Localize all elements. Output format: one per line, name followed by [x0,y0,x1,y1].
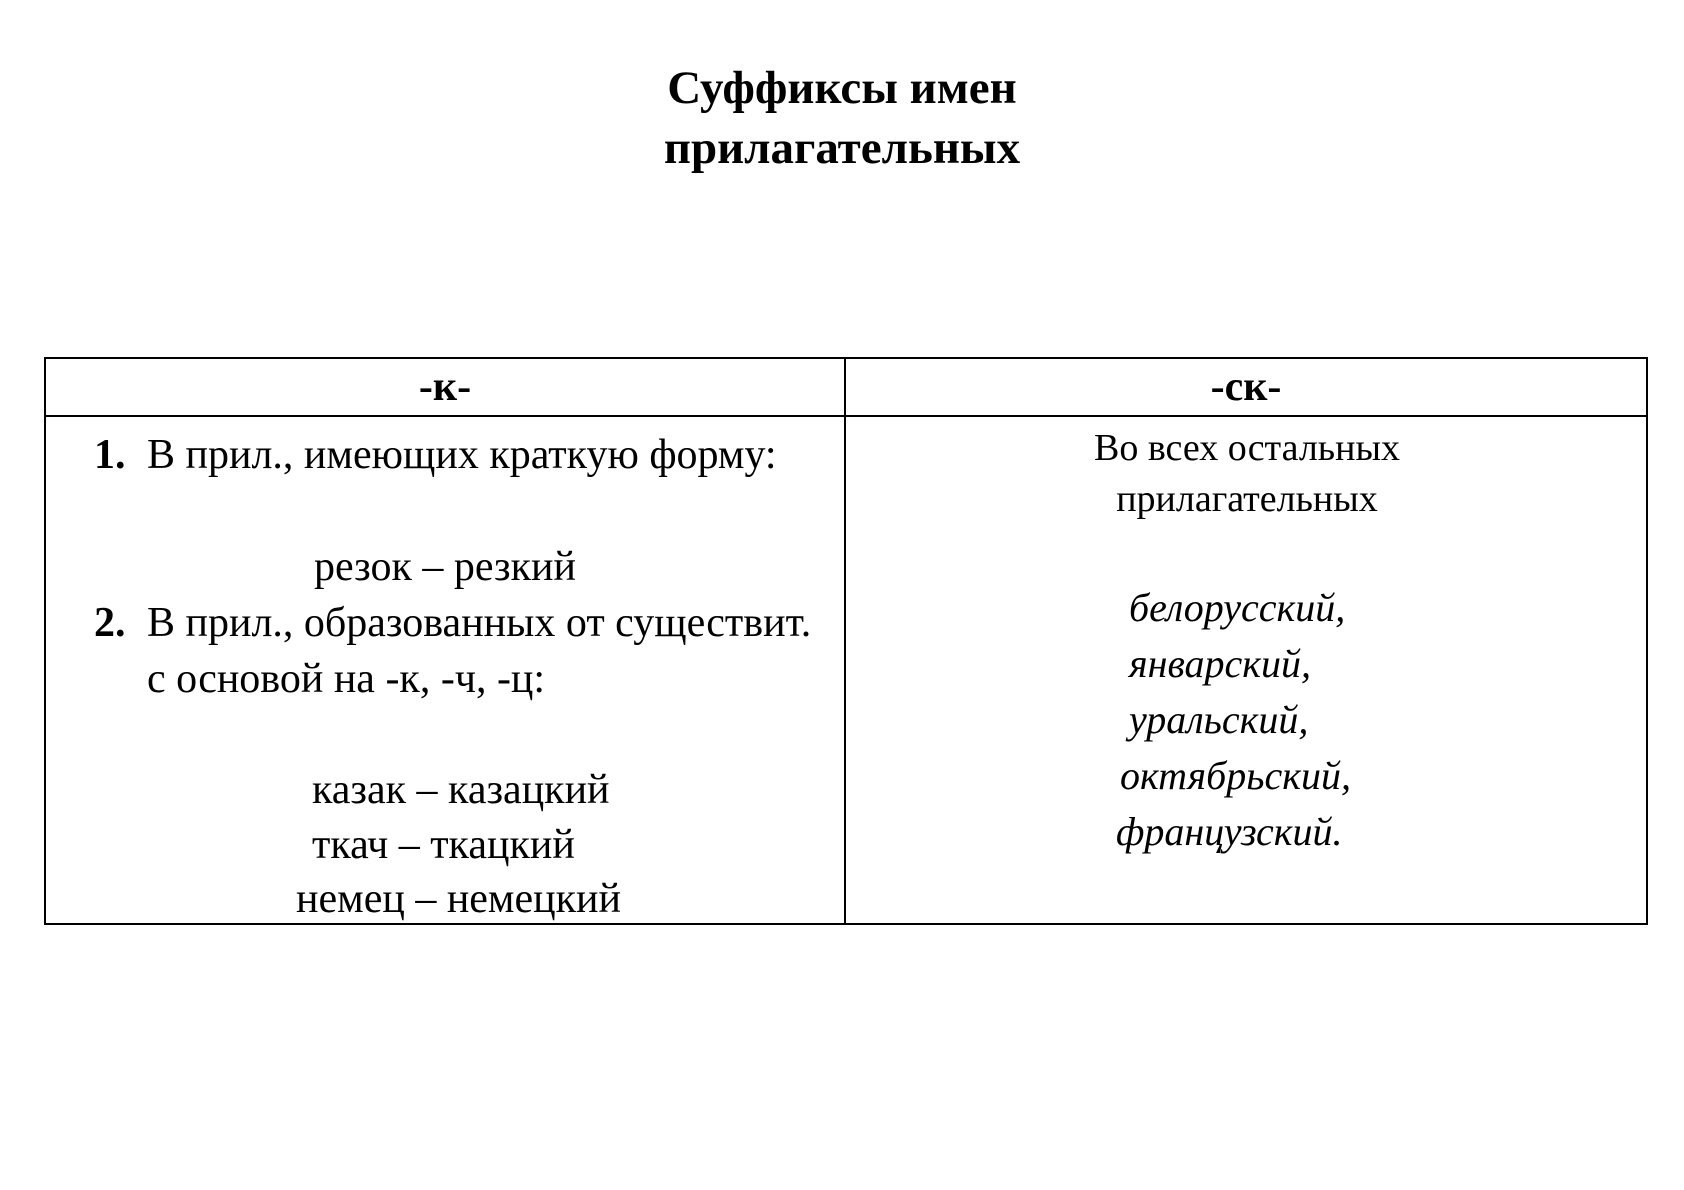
suffix-table [44,357,1648,925]
title-line-2: прилагательных [663,122,1021,174]
rule-number-1: 1. [94,432,126,478]
rule-item-1 [94,427,834,483]
example-rezok: резок – резкий [314,544,577,590]
example-frantsuzskiy: французский. [1116,809,1343,854]
rule-text-1: В прил., имеющих краткую форму: [147,432,777,478]
example-nemets: немец – немецкий [296,876,621,922]
header-suffix-k: -к- [45,358,845,416]
rule-text-other-line-2: прилагательных [1116,478,1378,520]
example-oktyabrskiy: октябрьский, [1120,753,1351,798]
suffix-sk-cell [845,416,1647,924]
example-tkach: ткач – ткацкий [312,822,575,868]
example-belorusskiy: белорусский, [1129,585,1346,630]
table-header-row [45,358,1647,416]
page-title [0,58,1684,178]
rule-number-2: 2. [94,600,126,646]
suffix-k-cell [45,416,845,924]
rule-text-other-line-1: Во всех остальных [1093,427,1400,469]
table-body-row [45,416,1647,924]
example-kazak: казак – казацкий [312,767,610,813]
title-line-1: Суффиксы имен [667,62,1017,114]
example-yanvarskiy: январский, [1129,641,1311,686]
example-uralskiy: уральский, [1129,697,1309,742]
rule-item-2 [94,595,834,707]
header-suffix-sk: -ск- [845,358,1647,416]
rule-text-other [846,423,1648,525]
rule-text-2: В прил., образованных от существит. с основой на -к, -ч, -ц: [147,600,812,702]
